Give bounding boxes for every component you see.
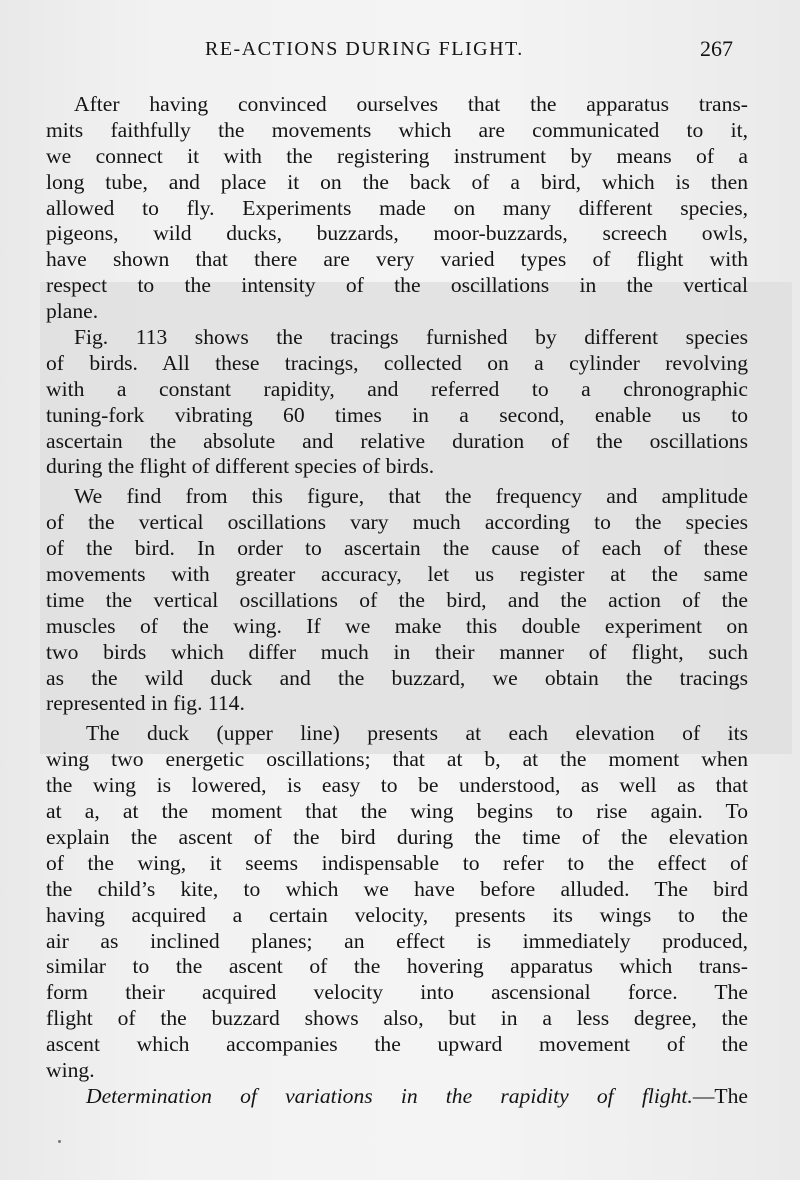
text-line: After having convinced ourselves that the apparatus trans- (74, 92, 748, 116)
text-line: pigeons, wild ducks, buzzards, moor-buzzards, screech owls, (46, 221, 748, 246)
text-line: mits faithfully the movements which are communicated to it, (46, 117, 748, 142)
paragraph-1 (46, 92, 748, 325)
text-line: long tube, and place it on the back of a bird, which is then (46, 169, 748, 194)
text-line: during the flight of different species of birds. (46, 454, 435, 479)
text-line: We find from this figure, that the frequency and amplitude (74, 484, 748, 509)
paragraph-4 (46, 721, 748, 1083)
paragraph-2 (46, 325, 748, 480)
text-line: tuning-fork vibrating 60 times in a second, enable us to (46, 402, 748, 427)
section-heading-line (46, 1084, 748, 1110)
body-text (46, 92, 748, 1110)
text-line: plane. (46, 299, 99, 324)
text-line: of the wing, it seems indispensable to refer to the effect of (46, 850, 748, 875)
running-head: RE-ACTIONS DURING FLIGHT. (205, 38, 524, 60)
text-line: of the vertical oscillations vary much according to the species (46, 510, 748, 535)
text-line: we connect it with the registering instrument by means of a (46, 143, 748, 168)
text-line: having acquired a certain velocity, presents its wings to the (46, 902, 748, 927)
text-line: form their acquired velocity into ascensional force. The (46, 980, 748, 1005)
text-line: the child’s kite, to which we have before alluded. The bird (46, 876, 748, 901)
text-line: flight of the buzzard shows also, but in a less degree, the (46, 1006, 748, 1031)
text-line: Fig. 113 shows the tracings furnished by different species (74, 325, 748, 350)
text-line: ascertain the absolute and relative duration of the oscillations (46, 428, 748, 453)
text-line: with a constant rapidity, and referred to a chronographic (46, 376, 748, 401)
text-line: allowed to fly. Experiments made on many different species, (46, 195, 748, 220)
continuation-text: —The (692, 1083, 748, 1108)
text-line: similar to the ascent of the hovering apparatus which trans- (46, 954, 748, 979)
text-line: air as inclined planes; an effect is immediately produced, (46, 928, 748, 953)
text-line: as the wild duck and the buzzard, we obtain the tracings (46, 665, 748, 690)
text-line: of the bird. In order to ascertain the cause of each of these (46, 536, 748, 561)
section-heading: Determination of variations in the rapidity of flight. (86, 1083, 693, 1108)
page-header (0, 38, 800, 68)
text-line: explain the ascent of the bird during the time of the elevation (46, 824, 748, 849)
text-line: have shown that there are very varied types of flight with (46, 247, 748, 272)
text-line: time the vertical oscillations of the bird, and the action of the (46, 587, 748, 612)
text-line: ascent which accompanies the upward movement of the (46, 1032, 748, 1057)
print-speck (58, 1140, 61, 1143)
text-line: The duck (upper line) presents at each elevation of its (86, 721, 748, 746)
text-line: movements with greater accuracy, let us register at the same (46, 562, 748, 587)
text-line: represented in fig. 114. (46, 691, 245, 716)
paragraph-3 (46, 484, 748, 717)
text-line: respect to the intensity of the oscillations in the vertical (46, 273, 748, 298)
text-line: two birds which differ much in their manner of flight, such (46, 639, 748, 664)
text-line: muscles of the wing. If we make this double experiment on (46, 613, 748, 638)
text-line: at a, at the moment that the wing begins to rise again. To (46, 799, 748, 824)
text-line: of birds. All these tracings, collected on a cylinder revolving (46, 350, 748, 375)
text-line: wing. (46, 1057, 95, 1082)
text-line: the wing is lowered, is easy to be understood, as well as that (46, 773, 748, 798)
page-number: 267 (700, 36, 733, 61)
text-line: wing two energetic oscillations; that at b, at the moment when (46, 747, 748, 772)
